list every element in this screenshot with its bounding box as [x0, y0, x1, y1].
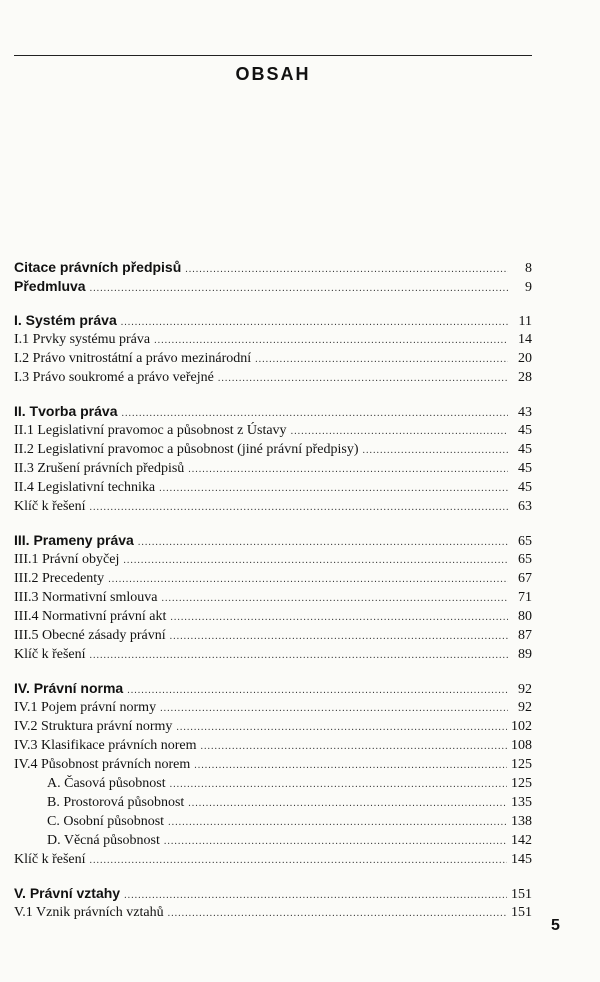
toc-entry-label: Citace právních předpisů	[14, 259, 182, 275]
dot-leader	[188, 460, 508, 479]
toc-entry-label: II.2 Legislativní pravomoc a působnost (jiné právní předpisy)	[14, 442, 359, 457]
toc-entry-page: 151	[511, 887, 532, 902]
toc-entry-label: III.5 Obecné zásady právní	[14, 628, 166, 643]
toc-entry	[14, 793, 532, 812]
toc-entry-page: 102	[511, 719, 532, 734]
page-number: 5	[551, 917, 560, 934]
toc-entry	[14, 588, 532, 607]
toc-entry-page: 67	[518, 571, 532, 586]
toc-entry-label: III.1 Právní obyčej	[14, 552, 120, 567]
toc-entry-page: 65	[518, 534, 532, 549]
toc-entry-label: III.4 Normativní právní akt	[14, 609, 167, 624]
toc-entry-label: IV.3 Klasifikace právních norem	[14, 738, 197, 753]
dot-leader	[90, 279, 508, 298]
dot-leader	[255, 350, 508, 369]
dot-leader	[90, 646, 508, 665]
toc-entry-label: V. Právní vztahy	[14, 885, 121, 901]
toc-entry	[14, 440, 532, 459]
toc-entry-label: IV. Právní norma	[14, 680, 124, 696]
toc-heading	[14, 531, 532, 550]
toc-entry-label: I.1 Prvky systému práva	[14, 332, 151, 347]
toc-entry-page: 142	[511, 833, 532, 848]
header-rule	[14, 55, 532, 56]
toc-entry-page: 108	[511, 738, 532, 753]
dot-leader	[170, 608, 508, 627]
toc-entry-label: A. Časová působnost	[47, 776, 166, 791]
toc-entry-page: 71	[518, 590, 532, 605]
toc-entry-page: 45	[518, 442, 532, 457]
toc-entry-page: 20	[518, 351, 532, 366]
toc-entry	[14, 812, 532, 831]
section-gap	[14, 869, 532, 884]
toc-entry-label: II.3 Zrušení právních předpisů	[14, 461, 185, 476]
toc-entry	[14, 349, 532, 368]
toc-entry-label: II.4 Legislativní technika	[14, 480, 156, 495]
dot-leader	[188, 794, 507, 813]
toc-entry	[14, 774, 532, 793]
toc-entry-label: II. Tvorba práva	[14, 403, 118, 419]
toc-entry-page: 87	[518, 628, 532, 643]
toc-entry-page: 43	[518, 405, 532, 420]
dot-leader	[154, 331, 508, 350]
toc-entry-page: 11	[518, 314, 532, 329]
toc-entry	[14, 421, 532, 440]
toc-entry	[14, 569, 532, 588]
dot-leader	[161, 589, 508, 608]
section-gap	[14, 296, 532, 311]
dot-leader	[124, 886, 507, 905]
toc-entry-label: IV.2 Struktura právní normy	[14, 719, 173, 734]
toc-entry-label: III.3 Normativní smlouva	[14, 590, 158, 605]
toc-entry-page: 89	[518, 647, 532, 662]
toc-heading	[14, 679, 532, 698]
toc-entry	[14, 831, 532, 850]
toc-entry-label: Klíč k řešení	[14, 499, 86, 514]
toc-entry-label: II.1 Legislativní pravomoc a působnost z Ústavy	[14, 423, 287, 438]
toc-entry	[14, 903, 532, 922]
table-of-contents	[14, 258, 532, 922]
dot-leader	[176, 718, 507, 737]
section-gap	[14, 516, 532, 531]
section-gap	[14, 387, 532, 402]
toc-heading	[14, 277, 532, 296]
section-gap	[14, 664, 532, 679]
dot-leader	[90, 498, 508, 517]
page-title: OBSAH	[235, 64, 311, 84]
toc-heading	[14, 884, 532, 903]
toc-entry	[14, 717, 532, 736]
dot-leader	[218, 369, 508, 388]
toc-entry	[14, 850, 532, 869]
dot-leader	[194, 756, 507, 775]
toc-entry	[14, 459, 532, 478]
dot-leader	[170, 775, 507, 794]
toc-entry-label: III.2 Precedenty	[14, 571, 105, 586]
toc-entry-label: Klíč k řešení	[14, 647, 86, 662]
dot-leader	[108, 570, 508, 589]
dot-leader	[168, 904, 507, 923]
toc-entry-page: 9	[525, 280, 532, 295]
toc-entry	[14, 626, 532, 645]
toc-entry-label: V.1 Vznik právních vztahů	[14, 905, 164, 920]
toc-heading	[14, 258, 532, 277]
toc-entry-page: 8	[525, 261, 532, 276]
toc-entry	[14, 755, 532, 774]
dot-leader	[200, 737, 507, 756]
dot-leader	[291, 422, 508, 441]
toc-entry-page: 92	[518, 682, 532, 697]
toc-heading	[14, 402, 532, 421]
toc-entry-page: 65	[518, 552, 532, 567]
toc-entry-page: 14	[518, 332, 532, 347]
toc-entry-label: IV.1 Pojem právní normy	[14, 700, 157, 715]
toc-entry-label: C. Osobní působnost	[47, 814, 165, 829]
dot-leader	[185, 260, 508, 279]
toc-entry-label: I.2 Právo vnitrostátní a právo mezinárodní	[14, 351, 252, 366]
toc-entry-page: 80	[518, 609, 532, 624]
toc-entry-label: B. Prostorová působnost	[47, 795, 185, 810]
toc-entry-page: 125	[511, 757, 532, 772]
toc-heading	[14, 311, 532, 330]
toc-entry-page: 45	[518, 480, 532, 495]
toc-entry	[14, 550, 532, 569]
toc-entry-page: 45	[518, 423, 532, 438]
dot-leader	[164, 832, 507, 851]
toc-entry-label: Klíč k řešení	[14, 852, 86, 867]
toc-entry-page: 135	[511, 795, 532, 810]
dot-leader	[168, 813, 507, 832]
toc-entry-label: III. Prameny práva	[14, 532, 134, 548]
toc-entry-label: I.3 Právo soukromé a právo veřejné	[14, 370, 214, 385]
dot-leader	[138, 533, 508, 552]
toc-entry-page: 125	[511, 776, 532, 791]
toc-entry-page: 28	[518, 370, 532, 385]
toc-entry-label: Předmluva	[14, 278, 86, 294]
toc-entry-page: 145	[511, 852, 532, 867]
toc-entry-page: 63	[518, 499, 532, 514]
dot-leader	[159, 479, 508, 498]
toc-entry	[14, 736, 532, 755]
dot-leader	[123, 551, 508, 570]
toc-entry-label: I. Systém práva	[14, 312, 117, 328]
toc-entry-page: 45	[518, 461, 532, 476]
dot-leader	[127, 681, 508, 700]
toc-entry	[14, 497, 532, 516]
toc-entry-label: D. Věcná působnost	[47, 833, 160, 848]
dot-leader	[121, 313, 508, 332]
toc-entry-page: 138	[511, 814, 532, 829]
dot-leader	[362, 441, 508, 460]
dot-leader	[160, 699, 508, 718]
toc-entry-label: IV.4 Působnost právních norem	[14, 757, 191, 772]
toc-entry	[14, 607, 532, 626]
toc-entry	[14, 330, 532, 349]
toc-entry	[14, 478, 532, 497]
toc-entry	[14, 698, 532, 717]
dot-leader	[90, 851, 507, 870]
toc-entry-page: 151	[511, 905, 532, 920]
toc-entry-page: 92	[518, 700, 532, 715]
dot-leader	[170, 627, 508, 646]
toc-entry	[14, 368, 532, 387]
toc-entry	[14, 645, 532, 664]
